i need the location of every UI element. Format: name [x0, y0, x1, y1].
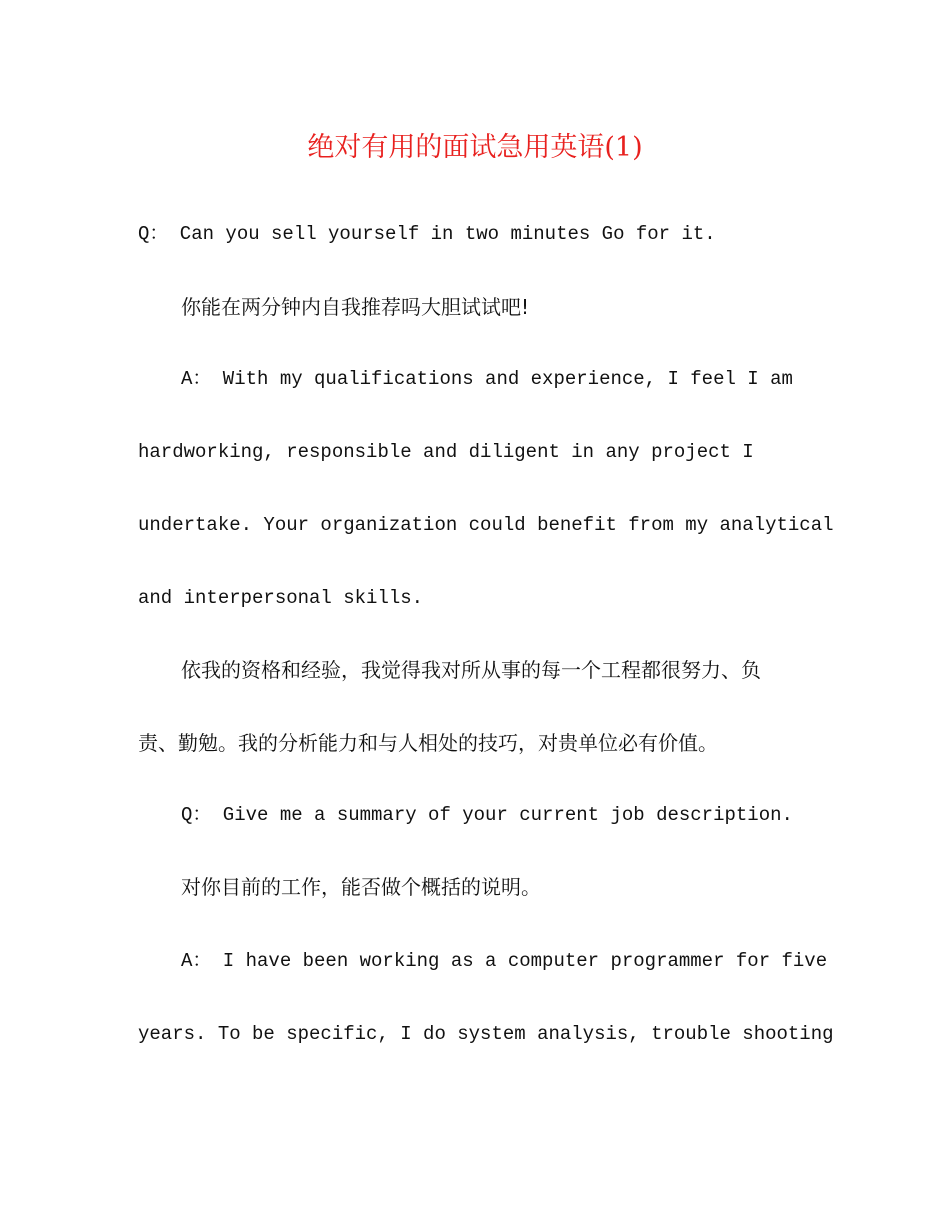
- answer-1-line-1: A： With my qualifications and experience, I feel I am: [181, 368, 793, 390]
- answer-1-line-2: hardworking, responsible and diligent in any project I: [138, 441, 754, 463]
- answer-1-line-3: undertake. Your organization could benefit from my analytical: [138, 514, 834, 536]
- answer-2-line-2: years. To be specific, I do system analysis, trouble shooting: [138, 1023, 834, 1045]
- answer-1-translation-line-2: 责、勤勉。我的分析能力和与人相处的技巧，对贵单位必有价值。: [138, 731, 718, 755]
- question-2-line: Q： Give me a summary of your current job description.: [181, 804, 793, 826]
- question-2-translation: 对你目前的工作，能否做个概括的说明。: [181, 875, 541, 899]
- answer-2-line-1: A： I have been working as a computer programmer for five: [181, 950, 828, 972]
- document-title: 绝对有用的面试急用英语(1): [307, 132, 643, 163]
- question-1-line: Q： Can you sell yourself in two minutes Go for it.: [138, 223, 716, 245]
- question-1-translation: 你能在两分钟内自我推荐吗大胆试试吧!: [181, 295, 530, 319]
- answer-1-translation-line-1: 依我的资格和经验，我觉得我对所从事的每一个工程都很努力、负: [181, 658, 761, 682]
- answer-1-line-4: and interpersonal skills.: [138, 587, 424, 609]
